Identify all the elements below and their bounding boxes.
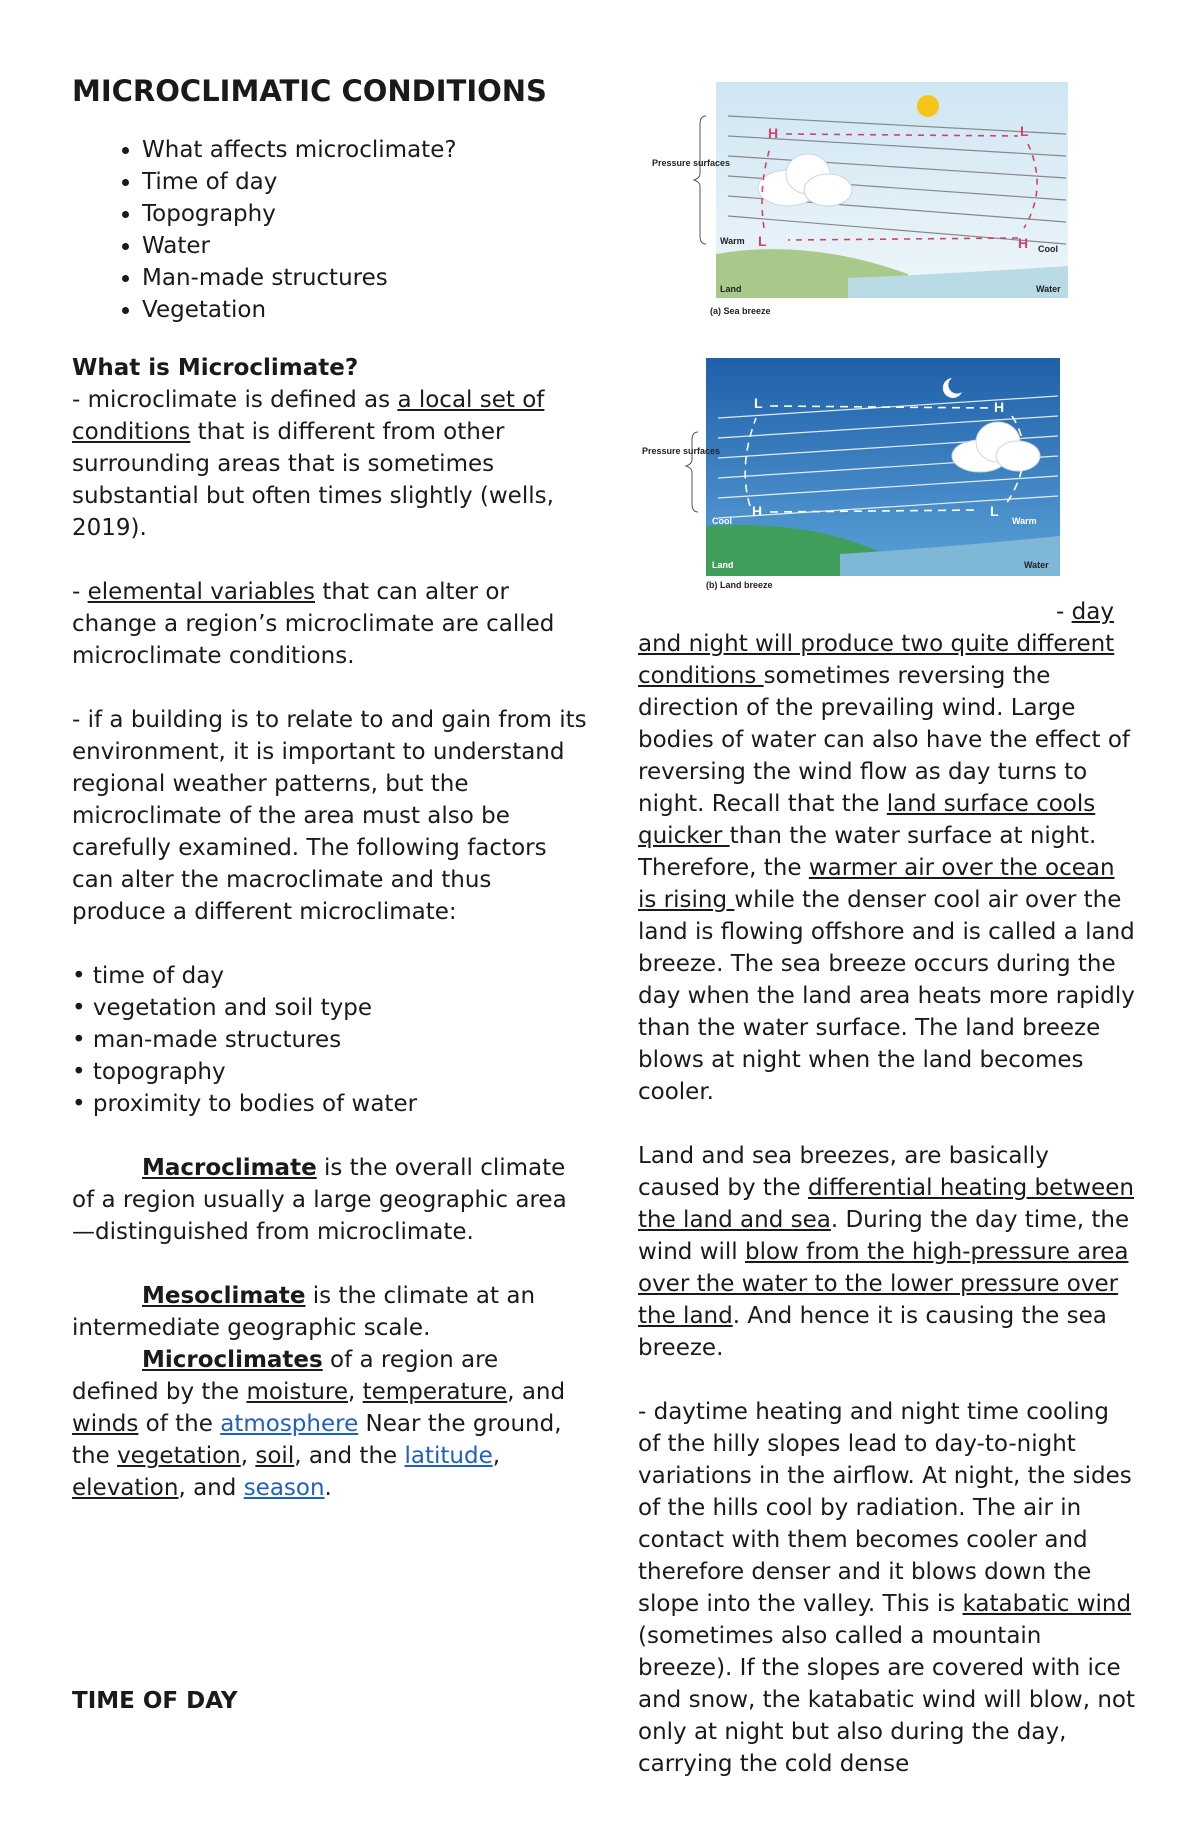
link-elevation[interactable]: elevation [72,1475,179,1501]
mesoclimate-paragraph: Mesoclimate is the climate at an intermediate geographic scale. [72,1283,536,1341]
list-item: • Time of day [142,166,592,198]
pressure-surfaces-label: Pressure surfaces [642,446,721,456]
link-season[interactable]: season [243,1475,325,1501]
list-item: • Vegetation [142,294,592,326]
katabatic-wind-term: katabatic wind [962,1591,1132,1617]
left-column [72,70,592,1536]
elemental-paragraph: - elemental variables that can alter or change a region’s microclimate are called microclimate conditions. [72,579,555,669]
low-pressure-label: L [990,503,999,519]
list-item: • What affects microclimate? [142,134,592,166]
factors-list [72,960,592,1120]
low-pressure-label: L [1020,123,1029,139]
link-latitude[interactable]: latitude [404,1443,493,1469]
pressure-bracket [694,116,706,244]
low-pressure-label: L [754,395,763,411]
day-night-paragraph: - day and night will produce two quite different conditions sometimes reversing the direction of the prevailing wind. Large bodies of water can also have the effect of reversing the wind flow as day turns to night. Recall that the land surface cools quicker than the water surface at night. Therefore, the warmer air over the ocean is rising while the denser cool air over the land is flowing offshore and is called a land breeze. The sea breeze occurs during the day when the land area heats more rapidly than the water surface. The land breeze blows at night when the land becomes cooler. [638,599,1135,1105]
cool-label: Cool [712,516,732,526]
list-item: • Man-made structures [142,262,592,294]
list-item: • topography [72,1059,226,1085]
macroclimate-term: Macroclimate [142,1155,317,1181]
pressure-surfaces-label: Pressure surfaces [652,158,731,168]
page-title: MICROCLIMATIC CONDITIONS [72,74,547,108]
warm-label: Warm [720,236,745,246]
section-heading-what-is: What is Microclimate? [72,355,359,381]
list-item: • Topography [142,198,592,230]
building-paragraph: - if a building is to relate to and gain from its environment, it is important to understand regional weather patterns, but the microclimate of the area must also be carefully examined. The following factors can alter the macroclimate and thus produce a different microclimate: [72,707,587,925]
high-pressure-label: H [1018,235,1029,251]
high-pressure-label: H [994,399,1005,415]
land-label: Land [712,560,734,570]
topics-list [72,134,592,326]
high-pressure-label: H [768,125,779,141]
land-breeze-diagram [640,356,1070,592]
figure-caption: (a) Sea breeze [710,306,771,316]
list-item: • Water [142,230,592,262]
low-pressure-label: L [758,233,767,249]
definition-paragraph: - microclimate is defined as a local set of conditions that is different from other surrounding areas that is sometimes substantial but often times slightly (wells, 2019). [72,387,554,541]
list-item: • proximity to bodies of water [72,1091,418,1117]
pressure-bracket [686,432,698,512]
section-heading-time-of-day: TIME OF DAY [72,1688,238,1714]
right-column [638,596,1138,1812]
microclimates-term: Microclimates [142,1347,323,1373]
land-sea-breeze-paragraph: Land and sea breezes, are basically caused by the differential heating between the land and sea. During the day time, the wind will blow from the high-pressure area over the water to the lower pressure over the land. And hence it is causing the sea breeze. [638,1143,1134,1361]
list-item: • time of day [72,963,224,989]
water-label: Water [1024,560,1049,570]
katabatic-paragraph: - daytime heating and night time cooling of the hilly slopes lead to day-to-night variations in the airflow. At night, the sides of the hills cool by radiation. The air in contact with them becomes cooler and therefore denser and it blows down the slope into the valley. This is katabatic wind (sometimes also called a mountain breeze). If the slopes are covered with ice and snow, the katabatic wind will blow, not only at night but also during the day, carrying the cold dense [638,1399,1136,1777]
list-item: • man-made structures [72,1027,342,1053]
link-soil[interactable]: soil [255,1443,295,1469]
link-temperature[interactable]: temperature [362,1379,508,1405]
warm-label: Warm [1012,516,1037,526]
link-vegetation[interactable]: vegetation [117,1443,241,1469]
mesoclimate-term: Mesoclimate [142,1283,306,1309]
link-atmosphere[interactable]: atmosphere [220,1411,359,1437]
high-pressure-label: H [752,503,763,519]
sea-breeze-diagram [648,78,1072,324]
figure-caption: (b) Land breeze [706,580,773,590]
land-label: Land [720,284,742,294]
link-winds[interactable]: winds [72,1411,139,1437]
link-moisture[interactable]: moisture [246,1379,349,1405]
macroclimate-paragraph: Macroclimate is the overall climate of a region usually a large geographic area —distinguished from microclimate. [72,1155,567,1245]
list-item: • vegetation and soil type [72,995,372,1021]
water-label: Water [1036,284,1061,294]
microclimates-paragraph: Microclimates of a region are defined by the moisture, temperature, and winds of the atmosphere Near the ground, the vegetation, soil, and the latitude, elevation, and season. [72,1347,566,1501]
sun-icon [917,95,939,117]
cool-label: Cool [1038,244,1058,254]
